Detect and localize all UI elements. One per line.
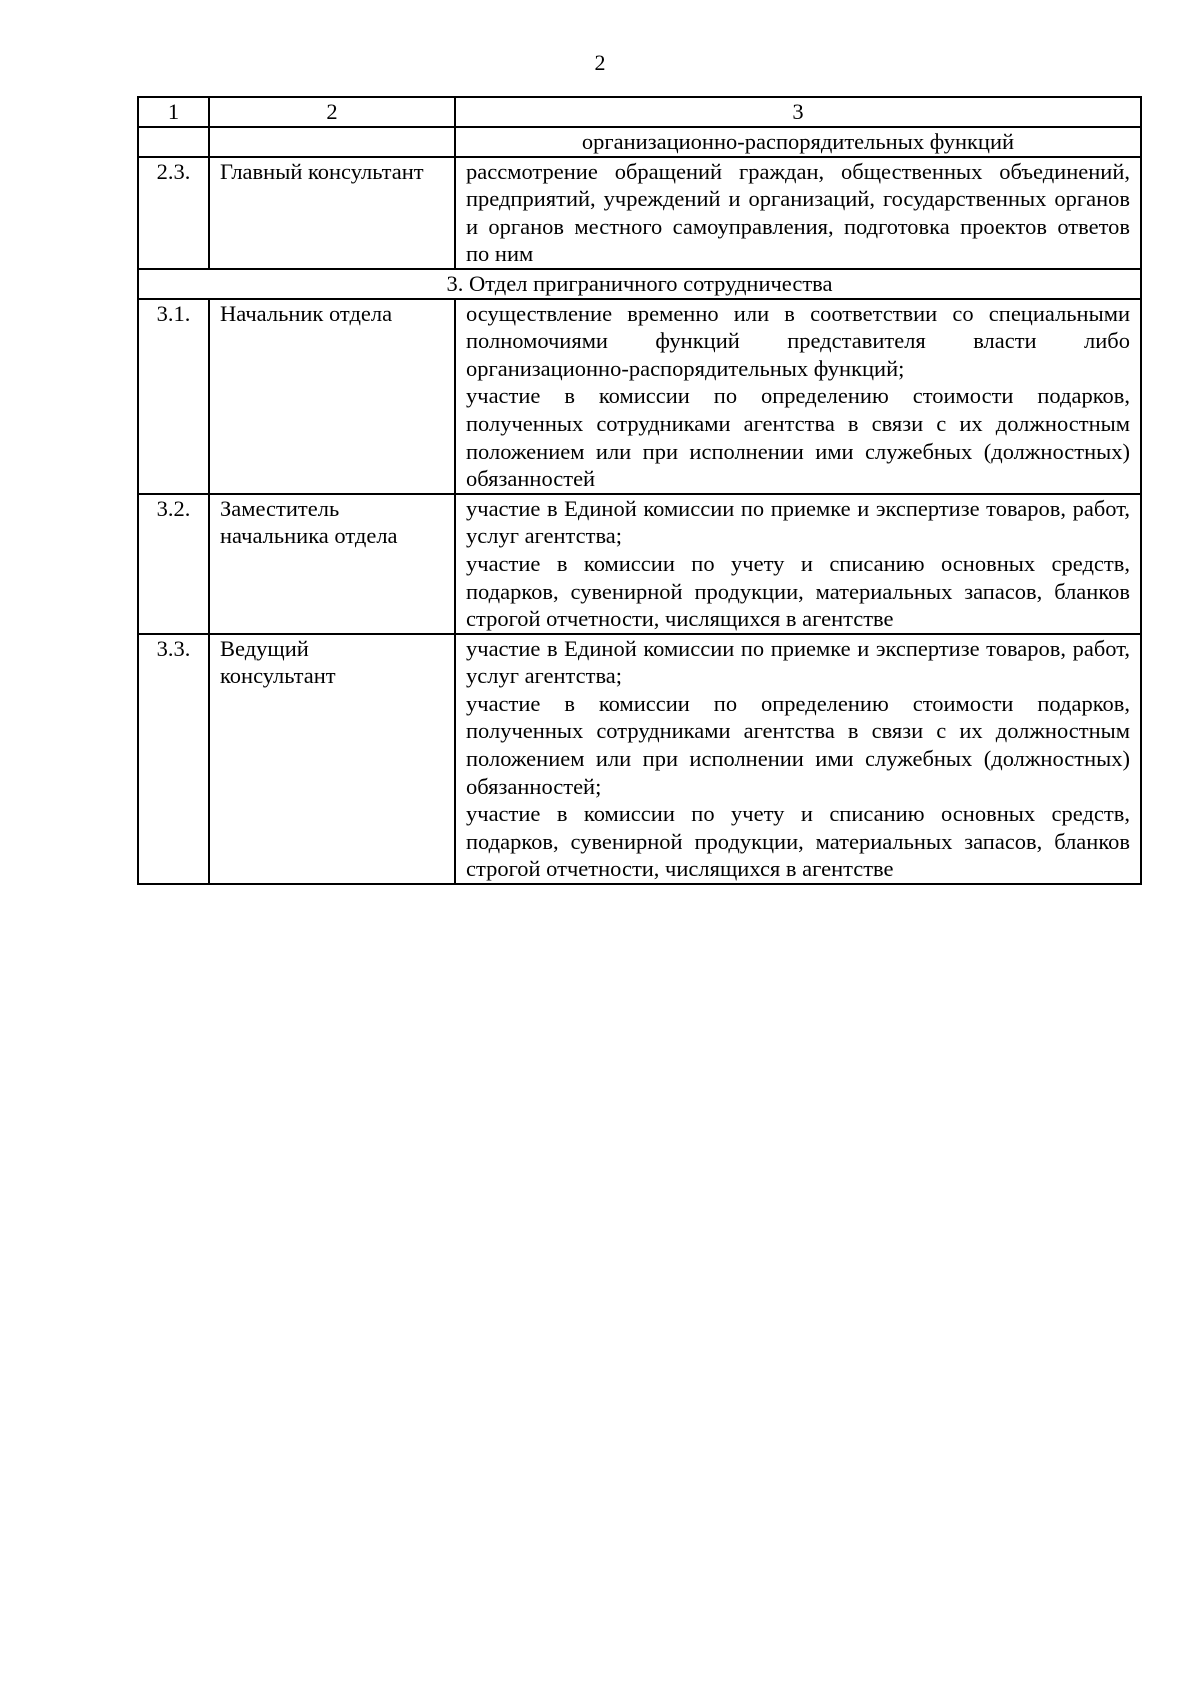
duty-item: осуществление временно или в соответствии со специальными полномочиями функций представителя власти либо организационно-распорядительных функций; [466, 300, 1130, 381]
role-line: Ведущий [220, 635, 309, 661]
row-role: Главный консультант [209, 157, 455, 269]
table-header-row [138, 97, 1141, 127]
duty-item: участие в Единой комиссии по приемке и экспертизе товаров, работ, услуг агентства; [466, 495, 1130, 549]
row-number: 2.3. [138, 157, 209, 269]
duty-item: участие в Единой комиссии по приемке и экспертизе товаров, работ, услуг агентства; [466, 635, 1130, 689]
duty-item: участие в комиссии по учету и списанию основных средств, подарков, сувенирной продукции, материальных запасов, бланков строгой отчетности, числящихся в агентстве [466, 550, 1130, 632]
row-role: Начальник отдела [209, 299, 455, 494]
table-row-3-3 [138, 634, 1141, 884]
row-number: 3.3. [138, 634, 209, 884]
duty-item: участие в комиссии по определению стоимости подарков, полученных сотрудниками агентства в связи с их должностным положением или при исполнении ими служебных (должностных) обязанностей; [466, 690, 1130, 799]
table-row-3-2 [138, 494, 1141, 634]
header-col-2: 2 [209, 97, 455, 127]
row-duties: рассмотрение обращений граждан, общественных объединений, предприятий, учреждений и организаций, государственных органов и органов местного самоуправления, подготовка проектов ответов по ним [455, 157, 1141, 269]
duties-table [137, 96, 1142, 885]
row-role [209, 634, 455, 884]
table-row-2-3 [138, 157, 1141, 269]
header-col-1: 1 [138, 97, 209, 127]
row-duties [455, 299, 1141, 494]
table-row-3-1 [138, 299, 1141, 494]
table-row-continuation [138, 127, 1141, 157]
role-line: начальника отдела [220, 523, 398, 549]
header-col-3: 3 [455, 97, 1141, 127]
page-number: 2 [594, 50, 606, 75]
row-number [138, 127, 209, 157]
row-duties [455, 494, 1141, 634]
row-number: 3.2. [138, 494, 209, 634]
duty-item: участие в комиссии по учету и списанию основных средств, подарков, сувенирной продукции, материальных запасов, бланков строгой отчетности, числящихся в агентстве [466, 801, 1130, 882]
row-duties [455, 634, 1141, 884]
section-title: 3. Отдел приграничного сотрудничества [138, 269, 1141, 299]
role-line: Заместитель [220, 495, 340, 521]
row-duties: организационно-распорядительных функций [455, 127, 1141, 157]
row-number: 3.1. [138, 299, 209, 494]
duty-item: участие в комиссии по определению стоимости подарков, полученных сотрудниками агентства в связи с их должностным положением или при исполнении ими служебных (должностных) обязанностей [466, 383, 1130, 492]
row-role [209, 494, 455, 634]
section-row-3 [138, 269, 1141, 299]
row-role [209, 127, 455, 157]
role-line: консультант [220, 663, 336, 689]
